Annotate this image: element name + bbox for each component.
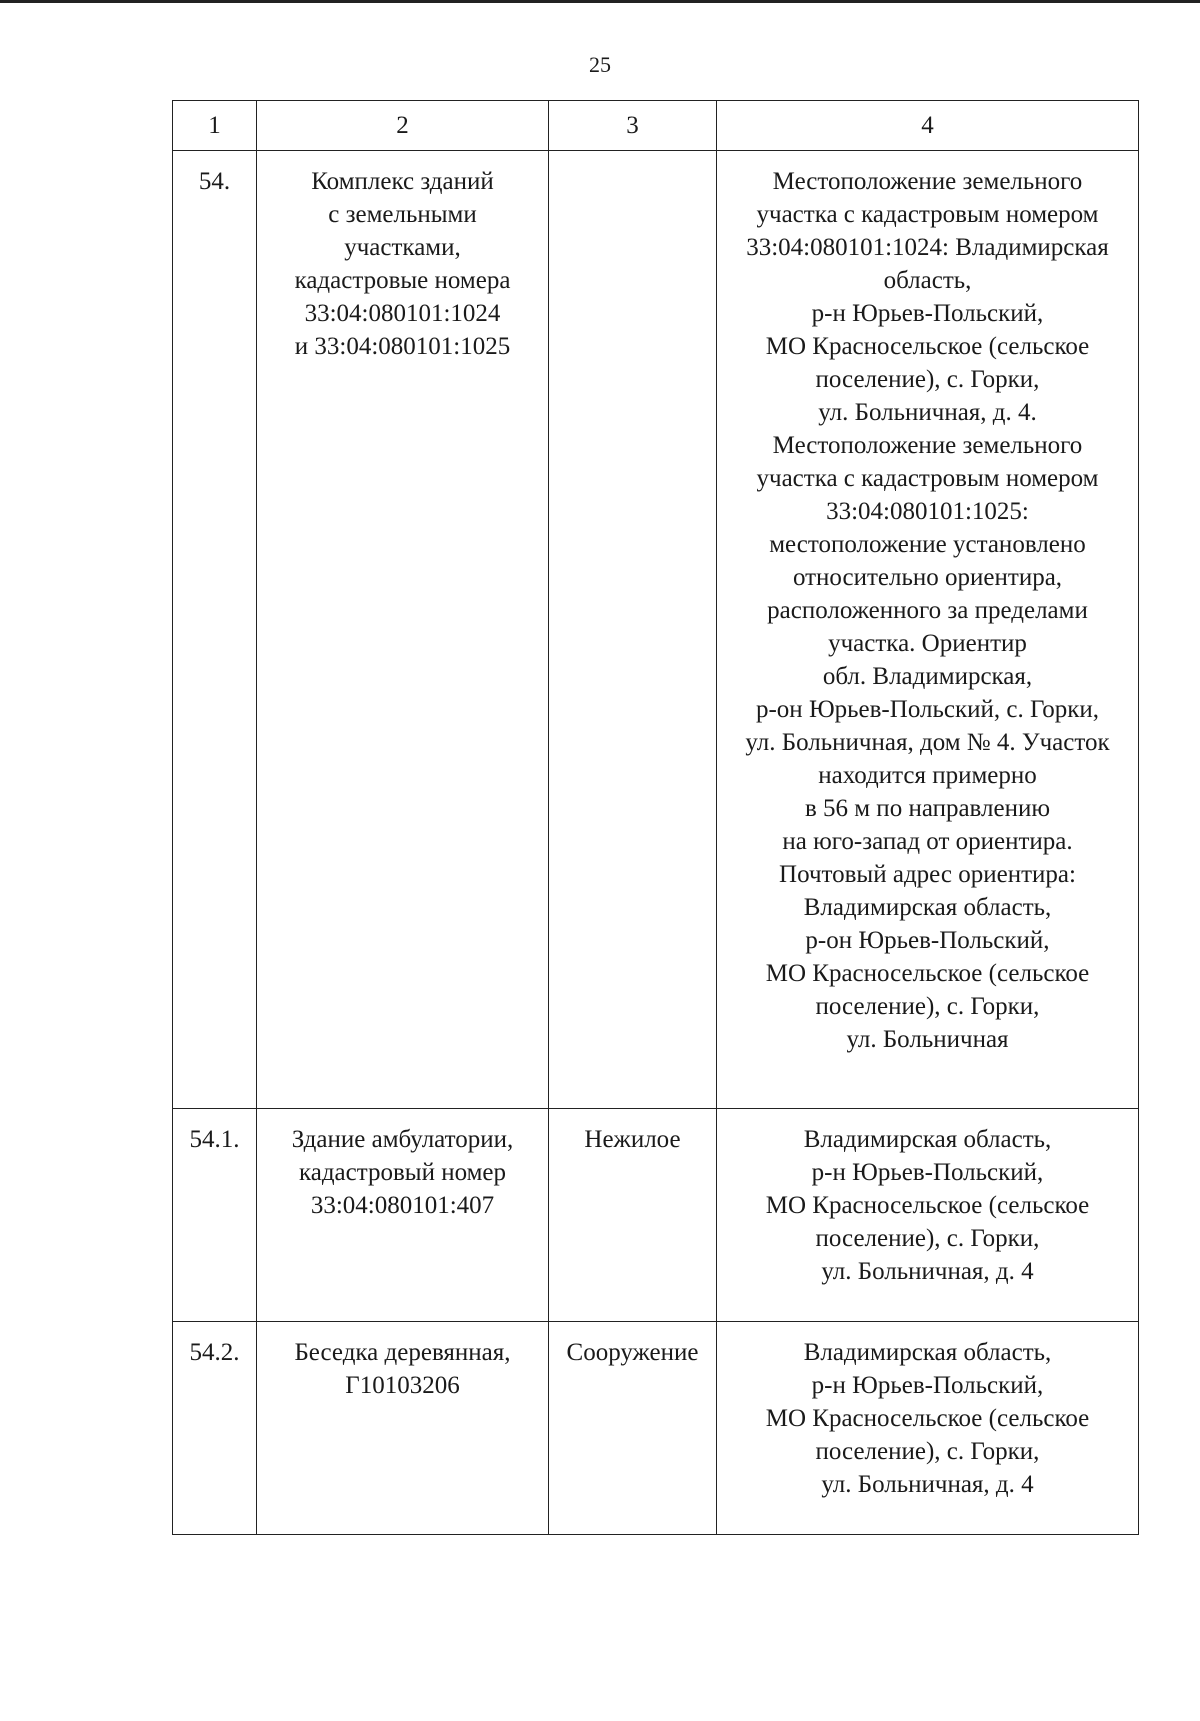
object-type: Нежилое bbox=[549, 1109, 717, 1322]
text-line: МО Красносельское (сельское bbox=[765, 333, 1090, 360]
text-line: Владимирская область, bbox=[803, 894, 1052, 921]
table-header-row bbox=[173, 101, 1139, 151]
object-name bbox=[257, 1109, 549, 1322]
text-line: Местоположение земельного bbox=[772, 168, 1083, 195]
object-location bbox=[717, 1322, 1139, 1535]
row-number: 54.1. bbox=[173, 1109, 257, 1322]
text-line: расположенного за пределами bbox=[767, 597, 1088, 624]
text-line: 33:04:080101:407 bbox=[310, 1192, 495, 1219]
table-row bbox=[173, 1322, 1139, 1535]
text-line: находится примерно bbox=[818, 762, 1037, 789]
column-header-2: 2 bbox=[257, 101, 549, 151]
text-line: с земельными bbox=[328, 201, 477, 228]
object-type bbox=[549, 151, 717, 1109]
text-line: Г10103206 bbox=[345, 1372, 460, 1399]
text-line: р-н Юрьев-Польский, bbox=[811, 1159, 1044, 1186]
text-line: р-он Юрьев-Польский, bbox=[805, 927, 1050, 954]
text-line: ул. Больничная, д. 4. bbox=[818, 399, 1037, 426]
page-number: 25 bbox=[589, 52, 611, 77]
text-line: МО Красносельское (сельское bbox=[765, 1192, 1090, 1219]
text-line: поселение), с. Горки, bbox=[815, 1438, 1040, 1465]
text-line: относительно ориентира, bbox=[792, 564, 1063, 591]
text-line: участка. Ориентир bbox=[828, 630, 1027, 657]
text-line: 33:04:080101:1024: Владимирская bbox=[746, 234, 1109, 261]
text-line: поселение), с. Горки, bbox=[815, 1225, 1040, 1252]
text-line: область, bbox=[883, 267, 972, 294]
text-line: р-н Юрьев-Польский, bbox=[811, 1372, 1044, 1399]
text-line: обл. Владимирская, bbox=[822, 663, 1033, 690]
object-location bbox=[717, 1109, 1139, 1322]
text-line: Здание амбулатории, bbox=[291, 1126, 514, 1153]
text-line: МО Красносельское (сельское bbox=[765, 1405, 1090, 1432]
property-table bbox=[172, 100, 1139, 1535]
text-line: кадастровый номер bbox=[298, 1159, 507, 1186]
object-type: Сооружение bbox=[549, 1322, 717, 1535]
text-line: поселение), с. Горки, bbox=[815, 366, 1040, 393]
text-line: участка с кадастровым номером bbox=[756, 201, 1099, 228]
column-header-1: 1 bbox=[173, 101, 257, 151]
text-line: Владимирская область, bbox=[803, 1126, 1052, 1153]
text-line: Местоположение земельного bbox=[772, 432, 1083, 459]
text-line: Комплекс зданий bbox=[311, 168, 494, 195]
text-line: участками, bbox=[344, 234, 461, 261]
text-line: ул. Больничная bbox=[846, 1026, 1009, 1053]
column-header-4: 4 bbox=[717, 101, 1139, 151]
object-name bbox=[257, 1322, 549, 1535]
text-line: и 33:04:080101:1025 bbox=[294, 333, 511, 360]
text-line: ул. Больничная, д. 4 bbox=[821, 1471, 1034, 1498]
text-line: 33:04:080101:1025: bbox=[826, 498, 1029, 525]
text-line: Беседка деревянная, bbox=[294, 1339, 511, 1366]
text-line: р-н Юрьев-Польский, bbox=[811, 300, 1044, 327]
text-line: поселение), с. Горки, bbox=[815, 993, 1040, 1020]
table-row bbox=[173, 1109, 1139, 1322]
text-line: 33:04:080101:1024 bbox=[304, 300, 501, 327]
text-line: Владимирская область, bbox=[803, 1339, 1052, 1366]
object-name bbox=[257, 151, 549, 1109]
text-line: Почтовый адрес ориентира: bbox=[779, 861, 1076, 888]
object-location bbox=[717, 151, 1139, 1109]
table-row bbox=[173, 151, 1139, 1109]
text-line: ул. Больничная, д. 4 bbox=[821, 1258, 1034, 1285]
text-line: в 56 м по направлению bbox=[804, 795, 1051, 822]
row-number: 54. bbox=[173, 151, 257, 1109]
text-line: р-он Юрьев-Польский, с. Горки, bbox=[755, 696, 1099, 723]
column-header-3: 3 bbox=[549, 101, 717, 151]
page-top-edge bbox=[0, 0, 1200, 3]
text-line: на юго-запад от ориентира. bbox=[782, 828, 1073, 855]
row-number: 54.2. bbox=[173, 1322, 257, 1535]
text-line: участка с кадастровым номером bbox=[756, 465, 1099, 492]
text-line: местоположение установлено bbox=[769, 531, 1086, 558]
text-line: кадастровые номера bbox=[294, 267, 511, 294]
text-line: МО Красносельское (сельское bbox=[765, 960, 1090, 987]
text-line: ул. Больничная, дом № 4. Участок bbox=[745, 729, 1110, 756]
